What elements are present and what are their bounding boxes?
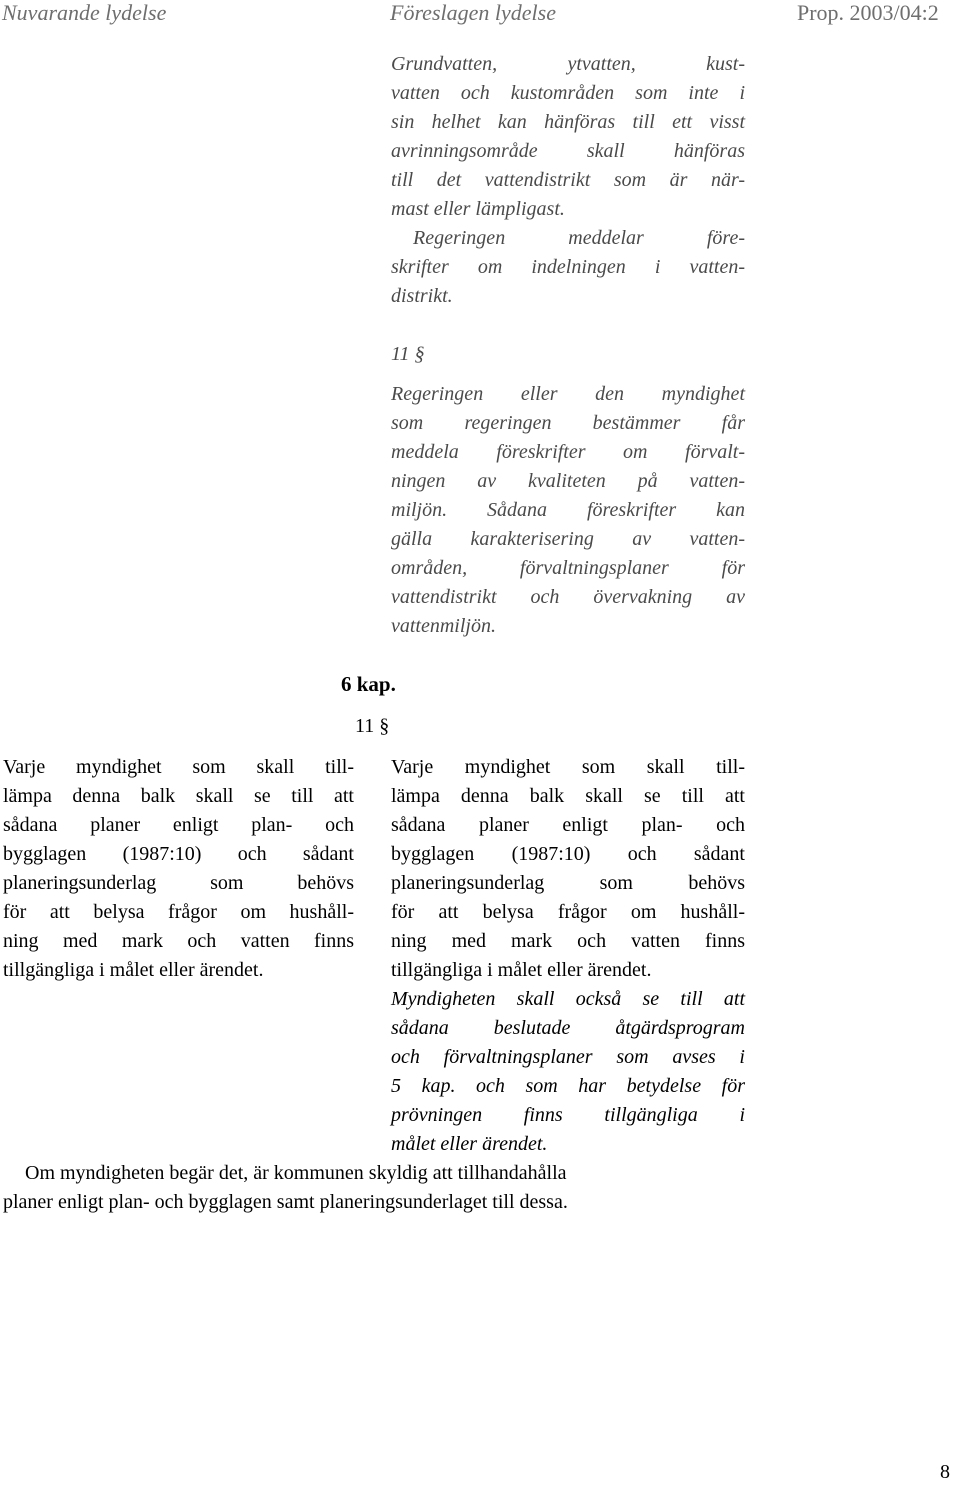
text-line: ningen av kvaliteten på vatten-	[391, 470, 745, 492]
text-line: bygglagen (1987:10) och sådant	[3, 843, 354, 865]
current-paragraph	[3, 753, 354, 985]
text-line: tillgängliga i målet eller ärendet.	[391, 959, 652, 981]
text-line: för att belysa frågor om hushåll-	[391, 901, 745, 923]
added-text-line: sådana beslutade åtgärdsprogram	[391, 1017, 745, 1039]
text-line: ning med mark och vatten finns	[3, 930, 354, 952]
text-line: avrinningsområde skall hänföras	[391, 140, 745, 162]
text-line: planer enligt plan- och bygglagen samt planeringsunderlaget till dessa.	[3, 1191, 568, 1213]
text-line: Varje myndighet som skall till-	[3, 756, 354, 778]
text-line: Regeringen meddelar före-	[413, 227, 745, 249]
text-line: områden, förvaltningsplaner för	[391, 557, 745, 579]
added-text-line: 5 kap. och som har betydelse för	[391, 1075, 745, 1097]
section-heading-11-proposed: 11 §	[391, 343, 425, 365]
text-line: Om myndigheten begär det, är kommunen skyldig att tillhandahålla	[25, 1162, 567, 1184]
text-line: Varje myndighet som skall till-	[391, 756, 745, 778]
proposed-paragraph-districts	[391, 50, 745, 311]
header-proposition-id: Prop. 2003/04:2	[797, 0, 939, 25]
chapter-heading: 6 kap.	[341, 672, 396, 696]
text-line: som regeringen bestämmer får	[391, 412, 745, 434]
text-line: planeringsunderlag som behövs	[391, 872, 745, 894]
page-number: 8	[940, 1461, 950, 1483]
text-line: bygglagen (1987:10) och sådant	[391, 843, 745, 865]
text-line: planeringsunderlag som behövs	[3, 872, 354, 894]
text-line: vattenmiljön.	[391, 615, 496, 637]
text-line: sådana planer enligt plan- och	[3, 814, 354, 836]
text-line: Regeringen eller den myndighet	[391, 383, 745, 405]
section-heading-11: 11 §	[355, 715, 390, 737]
added-text-line: prövningen finns tillgängliga i	[391, 1104, 745, 1126]
text-line: distrikt.	[391, 285, 453, 307]
added-text-line: målet eller ärendet.	[391, 1133, 548, 1155]
text-line: gälla karakterisering av vatten-	[391, 528, 745, 550]
text-line: vatten och kustområden som inte i	[391, 82, 745, 104]
text-line: för att belysa frågor om hushåll-	[3, 901, 354, 923]
proposed-paragraph-11	[391, 380, 745, 641]
proposed-paragraph	[391, 753, 745, 1159]
text-line: meddela föreskrifter om förvalt-	[391, 441, 745, 463]
text-line: miljön. Sådana föreskrifter kan	[391, 499, 745, 521]
header-current-wording: Nuvarande lydelse	[2, 0, 167, 25]
added-text-line: Myndigheten skall också se till att	[391, 988, 745, 1010]
text-line: tillgängliga i målet eller ärendet.	[3, 959, 264, 981]
text-line: sådana planer enligt plan- och	[391, 814, 745, 836]
common-paragraph	[3, 1159, 745, 1217]
header-proposed-wording: Föreslagen lydelse	[390, 0, 556, 25]
text-line: skrifter om indelningen i vatten-	[391, 256, 745, 278]
text-line: vattendistrikt och övervakning av	[391, 586, 745, 608]
text-line: sin helhet kan hänföras till ett visst	[391, 111, 745, 133]
text-line: lämpa denna balk skall se till att	[391, 785, 745, 807]
text-line: ning med mark och vatten finns	[391, 930, 745, 952]
text-line: mast eller lämpligast.	[391, 198, 565, 220]
added-text-line: och förvaltningsplaner som avses i	[391, 1046, 745, 1068]
text-line: till det vattendistrikt som är när-	[391, 169, 745, 191]
text-line: lämpa denna balk skall se till att	[3, 785, 354, 807]
text-line: Grundvatten, ytvatten, kust-	[391, 53, 745, 75]
